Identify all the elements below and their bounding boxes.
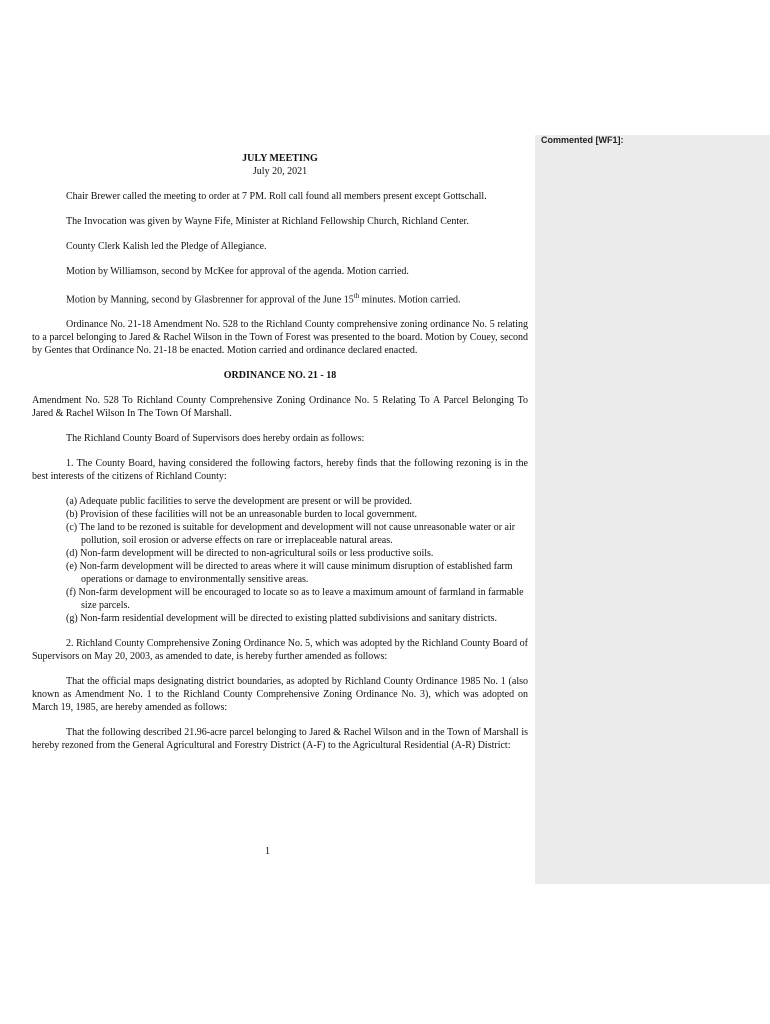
comment-pane[interactable] <box>535 135 770 884</box>
list-item: (e) Non-farm development will be directed to areas where it will cause minimum disruption of established farm operations or damage to environmentally sensitive areas. <box>66 561 513 586</box>
call-to-order-paragraph: Chair Brewer called the meeting to order at 7 PM. Roll call found all members present except Gottschall. <box>66 191 487 202</box>
minutes-motion-text: Motion by Manning, second by Glasbrenner for approval of the June 15 <box>66 294 354 306</box>
pledge-paragraph: County Clerk Kalish led the Pledge of Allegiance. <box>66 241 267 252</box>
list-item: (b) Provision of these facilities will not be an unreasonable burden to local government. <box>66 509 418 521</box>
rezoning-paragraph: That the following described 21.96-acre parcel belonging to Jared & Rachel Wilson and in the Town of Marshall is hereby rezoned from the General Agricultural and Forestry District (A-F) to the Agricultural Residential (A-R) District: <box>32 727 528 752</box>
page-number: 1 <box>265 846 270 857</box>
ordinance-heading: ORDINANCE NO. 21 - 18 <box>223 370 337 382</box>
ordinal-suffix: th <box>353 292 360 300</box>
list-item: (g) Non-farm residential development will be directed to existing platted subdivisions and sanitary districts. <box>66 613 498 625</box>
invocation-paragraph: The Invocation was given by Wayne Fife, Minister at Richland Fellowship Church, Richland Center. <box>66 216 469 227</box>
list-item: (f) Non-farm development will be encouraged to locate so as to leave a maximum amount of farmland in farmable size parcels. <box>66 587 524 612</box>
agenda-motion-paragraph: Motion by Williamson, second by McKee for approval of the agenda. Motion carried. <box>66 266 409 277</box>
document-body <box>32 152 528 764</box>
minutes-motion-text-end: minutes. Motion carried. <box>359 294 461 306</box>
factors-list <box>66 495 528 625</box>
amendment-paragraph: 2. Richland County Comprehensive Zoning Ordinance No. 5, which was adopted by the Richland County Board of Supervisors on May 20, 2003, as amended to date, is hereby further amended as follows: <box>32 638 528 663</box>
meeting-title: JULY MEETING <box>242 153 318 164</box>
list-item: (a) Adequate public facilities to serve the development are present or will be provided. <box>66 496 412 508</box>
meeting-date: July 20, 2021 <box>252 166 308 177</box>
list-item: (c) The land to be rezoned is suitable for development and development will not cause unreasonable water or air pollution, soil erosion or adverse effects on rare or irreplaceable natural areas. <box>66 522 516 547</box>
minutes-motion-paragraph <box>32 290 528 306</box>
comment-label[interactable]: Commented [WF1]: <box>541 135 624 145</box>
ordinance-motion-paragraph: Ordinance No. 21-18 Amendment No. 528 to the Richland County comprehensive zoning ordinance No. 5 relating to a parcel belonging to Jared & Rachel Wilson in the Town of Forest was presented to the board. Motion by Couey, second by Gentes that Ordinance No. 21-18 be enacted. Motion carried and ordinance declared enacted. <box>32 319 528 357</box>
list-item: (d) Non-farm development will be directed to non-agricultural soils or less productive soils. <box>66 548 434 560</box>
amendment-title-paragraph: Amendment No. 528 To Richland County Comprehensive Zoning Ordinance No. 5 Relating To A Parcel Belonging To Jared & Rachel Wilson In The Town Of Marshall. <box>32 395 528 420</box>
ordain-paragraph: The Richland County Board of Supervisors does hereby ordain as follows: <box>66 433 365 445</box>
official-maps-paragraph: That the official maps designating district boundaries, as adopted by Richland County Ordinance 1985 No. 1 (also known as Amendment No. 1 to the Richland County Comprehensive Zoning Ordinance No. 3), which was adopted on March 19, 1985, are hereby amended as follows: <box>32 676 528 714</box>
findings-paragraph: 1. The County Board, having considered the following factors, hereby finds that the following rezoning is in the best interests of the citizens of Richland County: <box>32 458 528 483</box>
